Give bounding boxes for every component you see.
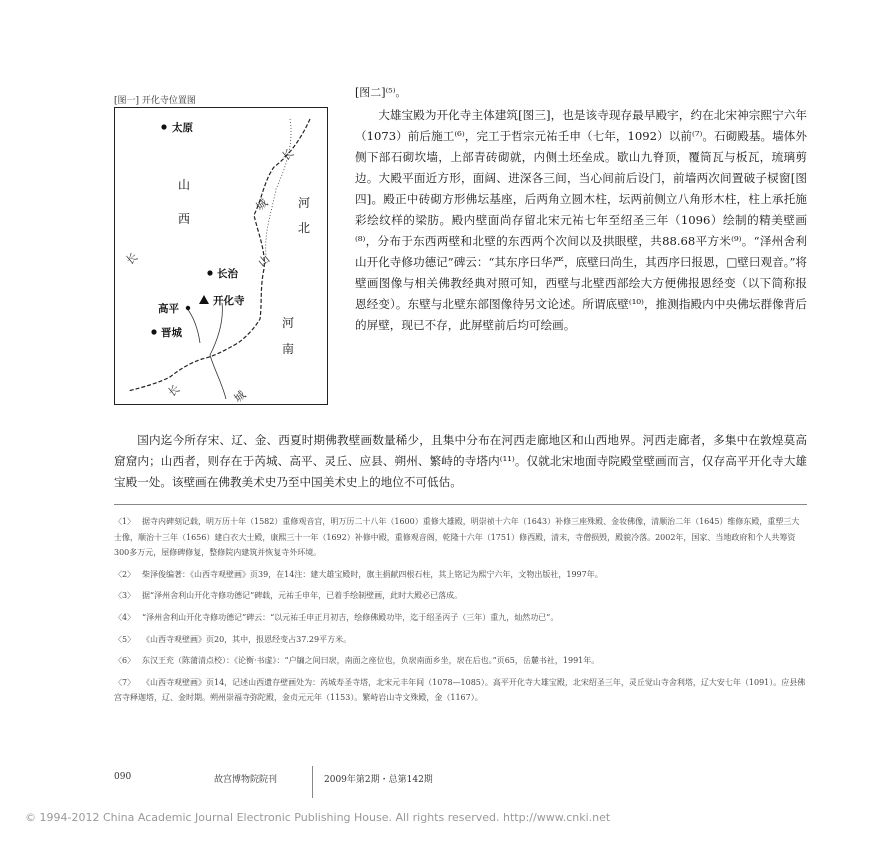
issue-info: 2009年第2期・总第142期 <box>324 775 433 785</box>
footnote <box>114 567 807 583</box>
footnote-text: 《山西寺观壁画》页14，记述山西遗存壁画处为：芮城寿圣寺塔，北宋元丰年间（1078—1085）。高平开化寺大雄宝殿，北宋绍圣三年，灵丘觉山寺舍利塔，辽大安七年（1091）。应县佛宫寺释迦塔，辽、金时期。朔州崇福寺弥陀殿，金贞元元年（1153）。繁峙岩山寺文殊殿，金（1167）。 <box>114 677 806 703</box>
hebei-label-2: 北 <box>298 221 311 235</box>
footnote-text: 据寺内碑刻记载，明万历十年（1582）重修观音宫，明万历二十八年（1600）重修大雄殿，明崇祯十六年（1643）补修三座殊殿、金妆佛像，清顺治二年（1645）维修东殿，重塑三大士像，顺治十三年（1656）建白衣大士殿，康熙三十一年（1692）补修中殿，重修观音阁，乾隆十六年（1751）修西殿，清末，寺僧损毁，殿貌冷落。2002年，国家、当地政府和个人共筹资300多万元，屋修碑修复，整修院内建筑并恢复寺外环境。 <box>114 517 800 558</box>
map-frame <box>115 108 328 405</box>
henan-label-1: 河 <box>282 316 295 330</box>
svg-text:城: 城 <box>231 388 249 405</box>
footnote <box>114 610 807 626</box>
body-paragraph-murals: 国内迄今所存宋、辽、金、西夏时期佛教壁画数量稀少，且集中分布在河西走廊地区和山西地界。河西走廊者，多集中在敦煌莫高窟窟内；山西者，则存在于芮城、高平、灵丘、应县、朔州、繁峙的寺塔内⁽¹¹⁾。仅就北宋地面寺院殿堂壁画而言，仅存高平开化寺大雄宝殿一处。该壁画在佛教美术史乃至中国美术史上的地位不可低估。 <box>114 433 807 489</box>
footnote-number: 〈4〉 <box>114 612 136 622</box>
gaoping-marker <box>186 306 190 310</box>
changzhi-label: 长治 <box>217 268 238 280</box>
footnote <box>114 675 807 706</box>
footnote-number: 〈2〉 <box>114 569 136 579</box>
footnote-number: 〈3〉 <box>114 591 136 601</box>
svg-text:长: 长 <box>123 250 141 268</box>
page-number: 090 <box>114 772 132 782</box>
shanxi-label-1: 山 <box>178 178 191 192</box>
footnote-text: “泽州舍利山开化寺修功德记”碑云：“以元祐壬申正月初吉，绘修佛殿功毕，迄于绍圣丙子（三年）重九，灿然功已”。 <box>142 612 559 622</box>
footnote-text: 《山西寺观壁画》页20，其中，报恩经变占37.29平方米。 <box>142 634 352 644</box>
jincheng-label: 晋城 <box>161 327 182 339</box>
svg-text:城: 城 <box>253 196 271 214</box>
copyright-notice: © 1994-2012 China Academic Journal Electronic Publishing House. All rights reserved. http://www.cnki.net <box>25 811 611 824</box>
changzhi-marker <box>207 270 212 275</box>
footnote <box>114 653 807 669</box>
hebei-label-1: 河 <box>298 196 311 210</box>
svg-text:长: 长 <box>279 146 297 164</box>
river-north <box>266 119 291 255</box>
footnote-text: 东汉王充（陈蒲清点校）：《论衡·书虚》：“户牖之间曰扆，南面之座位也，负扆南面乡坐，扆在后也。”页65，岳麓书社，1991年。 <box>142 656 600 666</box>
kaihuasi-marker <box>199 295 209 304</box>
location-map <box>114 107 328 405</box>
figure-caption: [图一] 开化寺位置图 <box>114 96 196 106</box>
footnote-number: 〈1〉 <box>114 517 136 526</box>
footnote <box>114 514 807 561</box>
shanxi-label-2: 西 <box>178 212 191 226</box>
svg-text:长: 长 <box>165 382 183 400</box>
jincheng-marker <box>151 329 156 334</box>
taiyuan-label: 太原 <box>172 122 193 134</box>
notes-divider <box>114 504 807 505</box>
gaoping-label: 高平 <box>158 303 179 315</box>
svg-text:山: 山 <box>255 252 273 270</box>
footnote-number: 〈7〉 <box>114 677 136 687</box>
body-paragraph-hall: 大雄宝殿为开化寺主体建筑[图三]，也是该寺现存最早殿宇，约在北宋神宗熙宁六年（1073）前后施工⁽⁶⁾，完工于哲宗元祐壬申（七年，1092）以前⁽⁷⁾。石砌殿基。墙体外侧下部石砌坎墙，上部青砖砌就，内侧土坯垒成。歇山九脊顶，覆筒瓦与板瓦，琉璃剪边。大殿平面近方形，面阔、进深各三间，当心间前后设门，前墙两次间置破子棂窗[图四]。殿正中砖砌方形佛坛基座，后两角立圆木柱，坛两前侧立八角形木柱，柱上承托施彩绘纹样的梁肪。殿内壁面尚存留北宋元祐七年至绍圣三年（1096）绘制的精美壁画⁽⁸⁾，分布于东西两壁和北壁的东西两个次间以及拱眼壁，共88.68平方米⁽⁹⁾。“泽州舍利山开化寺修功德记”碑云：“其东序曰华严，底壁曰尚生，其西序曰报恩，□壁曰观音。”将壁画图像与相关佛教经典对照可知，西壁与北壁西部绘大方便佛报恩经变（以下简称报恩经变）。东壁与北壁东部图像待另文论述。所谓底壁⁽¹⁰⁾，推测指殿内中央佛坛群像背后的屏壁，现已不存，此屏壁前后均可绘画。 <box>355 108 807 332</box>
footer-separator <box>312 766 313 798</box>
footnote-text: 据“泽州舍利山开化寺修功德记”碑载，元祐壬申年，已着手绘制壁画，此时大殿必已落成。 <box>142 591 463 601</box>
footnote <box>114 632 807 648</box>
henan-label-2: 南 <box>282 342 295 356</box>
footnote-text: 柴泽俊编著：《山西寺观壁画》页39，在14注：建大雄宝殿时，旗主捐献四根石柱，其上铭记为熙宁六年，文物出版社，1997年。 <box>142 569 603 579</box>
footnotes <box>114 514 807 712</box>
figure-reference: [图二]⁽⁵⁾。 <box>355 86 407 99</box>
taiyuan-marker <box>161 124 166 129</box>
footnote <box>114 588 807 604</box>
footnote-number: 〈6〉 <box>114 656 136 666</box>
river-gaoping <box>186 307 200 343</box>
kaihuasi-label: 开化寺 <box>213 295 245 307</box>
journal-name: 故宫博物院院刊 <box>214 775 278 785</box>
footnote-number: 〈5〉 <box>114 634 136 644</box>
